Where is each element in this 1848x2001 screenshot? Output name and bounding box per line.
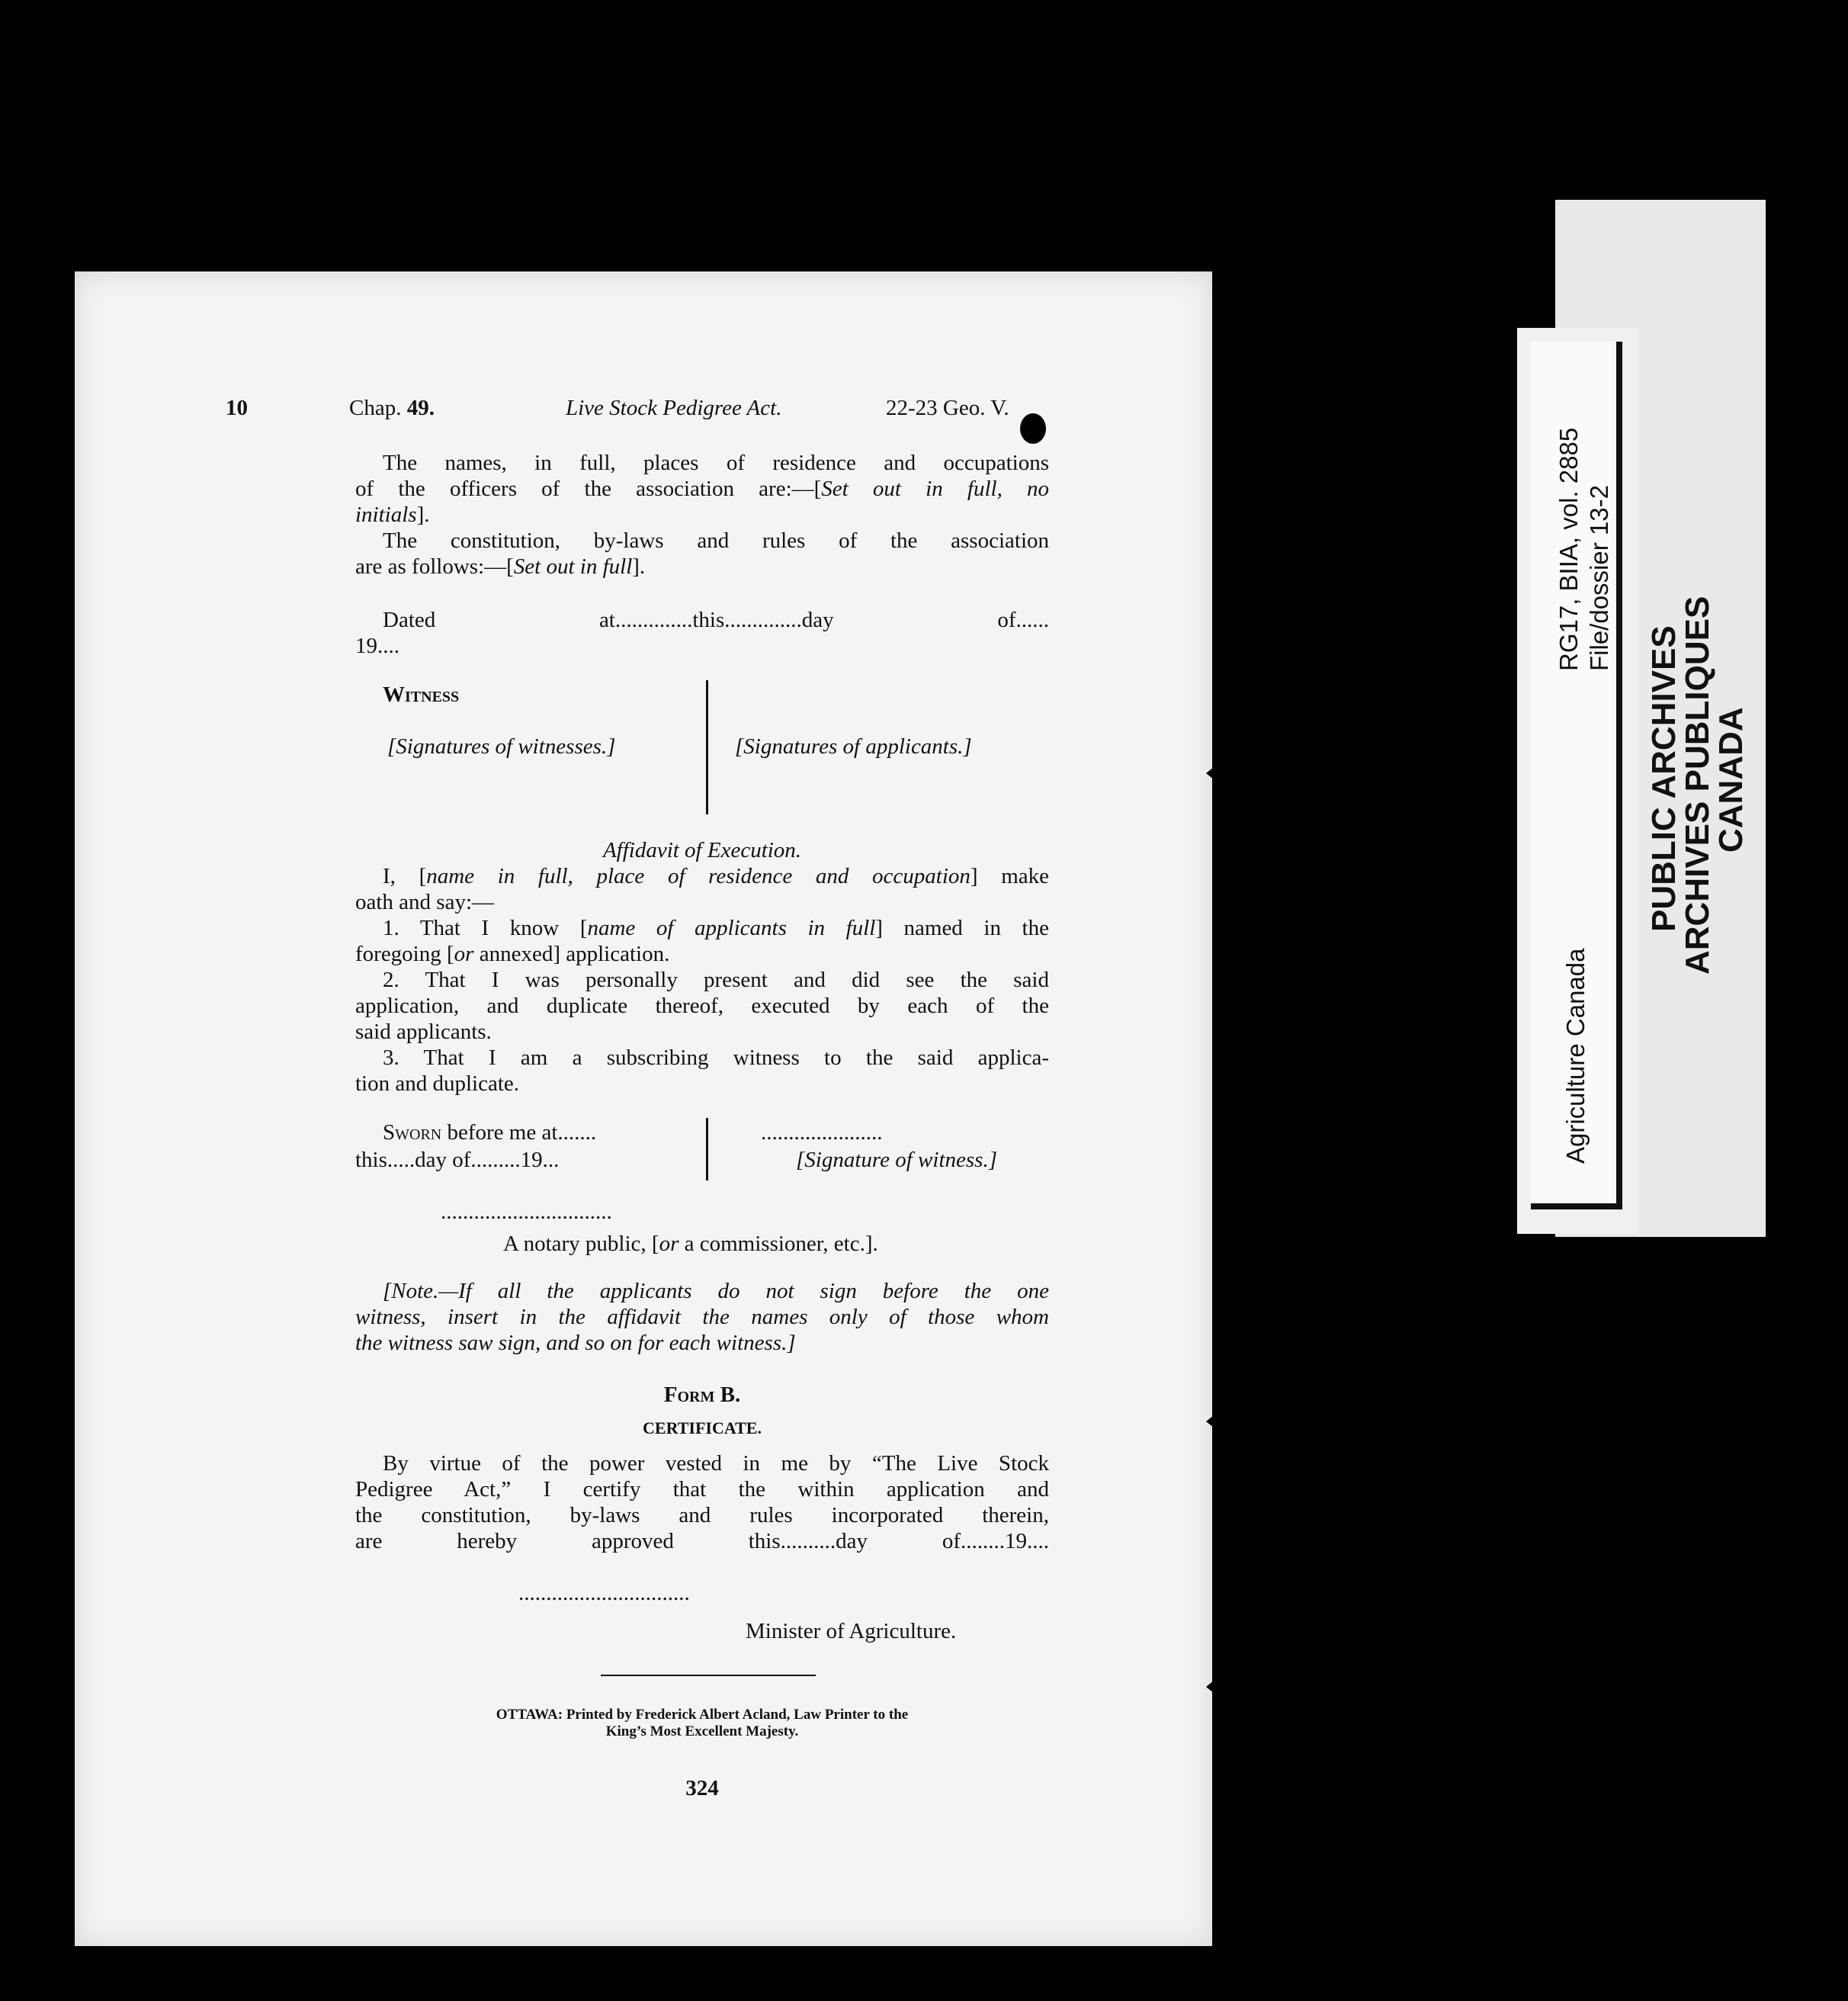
minister-signature-line: Minister of Agriculture. [746,1619,957,1643]
affidavit-line [383,863,1049,889]
text-run: I, [ [383,864,427,888]
text-run: a commissioner, etc.]. [679,1232,878,1256]
text-run: are as follows:—[ [355,554,514,579]
witness-heading: Witness [383,683,460,707]
affidavit-line: oath and say:— [355,890,495,914]
signature-dots: ...................... [761,1120,883,1145]
text-run: foregoing [ [355,942,454,966]
act-title: Live Stock Pedigree Act. [566,396,782,420]
archive-reference: RG17, BIIA, vol. 2885 [1554,427,1583,671]
note-line: witness, insert in the affidavit the names only of those whom [355,1305,1049,1329]
certificate-line: the constitution, by-laws and rules incorporated therein, [355,1503,1049,1527]
brace-divider [706,680,708,814]
page-edge-notch [1206,1681,1214,1693]
footer-rule [601,1675,816,1676]
sworn-word: Sworn [383,1120,442,1145]
text-run: 1. That I know [ [383,916,588,940]
document-page [75,271,1212,1946]
page-edge-notch [1206,767,1214,779]
text-run: ] make [970,864,1049,888]
archive-stamp: CANADA [1712,707,1750,853]
text-run: ]. [416,503,430,527]
certificate-line: By virtue of the power vested in me by “The Live Stock [383,1451,1049,1476]
punch-hole [1020,413,1046,444]
signature-of-witness: [Signature of witness.] [796,1148,997,1172]
minister-dots: ............................... [518,1581,690,1605]
text-run: ] named in the [875,916,1049,940]
text-run-italic: name of applicants in full [587,916,876,940]
affidavit-item-2: said applicants. [355,1020,492,1044]
printer-imprint: OTTAWA: Printed by Frederick Albert Acland, Law Printer to the [496,1707,909,1723]
folio-number: 324 [685,1776,719,1800]
affidavit-item-3: 3. That I am a subscribing witness to the said applica- [383,1045,1049,1070]
text-run-italic: or [659,1232,679,1256]
certificate-line: Pedigree Act,” I certify that the within application and [355,1477,1049,1502]
regnal-year: 22-23 Geo. V. [886,396,1009,420]
page-number: 10 [226,396,248,420]
text-run: of the officers of the association are:—[ [355,477,822,501]
sworn-line [383,1119,596,1145]
notary-line [503,1231,878,1257]
signatures-of-witnesses: [Signatures of witnesses.] [387,734,616,759]
brace-divider [706,1118,708,1180]
paragraph-officers-line: The names, in full, places of residence and occupations [383,451,1049,475]
page-edge-notch [1206,1415,1214,1428]
form-b-heading: Form B. [663,1383,741,1407]
text-run: ]. [632,554,646,579]
certificate-line: are hereby approved this..........day of........19.... [355,1529,1049,1553]
printer-imprint: King’s Most Excellent Majesty. [605,1723,799,1739]
paragraph-constitution-line [355,554,645,580]
affidavit-heading: Affidavit of Execution. [602,838,802,862]
paragraph-officers-line [355,476,1049,502]
text-run: annexed] application. [473,942,670,966]
notary-dots: ............................... [441,1200,612,1224]
affidavit-item-2: 2. That I was personally present and did see the said [383,968,1049,992]
affidavit-item-1 [355,941,669,967]
chapter-number: 49. [406,396,435,420]
text-run-italic: or [454,942,474,966]
dated-year-line: 19.... [355,634,399,658]
text-run-italic: Set out in full [513,554,633,579]
archive-department: Agriculture Canada [1561,948,1590,1164]
affidavit-item-3: tion and duplicate. [355,1071,520,1096]
text-run-italic: initials [355,503,417,527]
certificate-heading: CERTIFICATE. [643,1418,762,1437]
note-line: [Note.—If all the applicants do not sign before the one [383,1279,1049,1303]
text-run: A notary public, [ [503,1232,659,1256]
affidavit-item-1 [383,915,1049,941]
chapter-label [349,395,435,421]
dated-line: Dated at..............this..............day of...... [383,608,1049,632]
paragraph-officers-line [355,502,430,528]
signatures-of-applicants: [Signatures of applicants.] [735,734,972,759]
archive-stamp: PUBLIC ARCHIVES [1645,625,1683,932]
note-line: the witness saw sign, and so on for each witness.] [355,1331,796,1355]
paragraph-constitution-line: The constitution, by-laws and rules of the association [383,528,1049,553]
affidavit-item-2: application, and duplicate thereof, executed by each of the [355,994,1049,1018]
archive-stamp: ARCHIVES PUBLIQUES [1679,596,1716,975]
chapter-word: Chap. [349,396,402,420]
text-run: before me at....... [441,1120,597,1145]
sworn-date-line: this.....day of.........19... [355,1148,560,1172]
text-run-italic: name in full, place of residence and occupation [426,864,971,888]
archive-reference: File/dossier 13-2 [1585,485,1613,671]
text-run-italic: Set out in full, no [821,477,1049,501]
